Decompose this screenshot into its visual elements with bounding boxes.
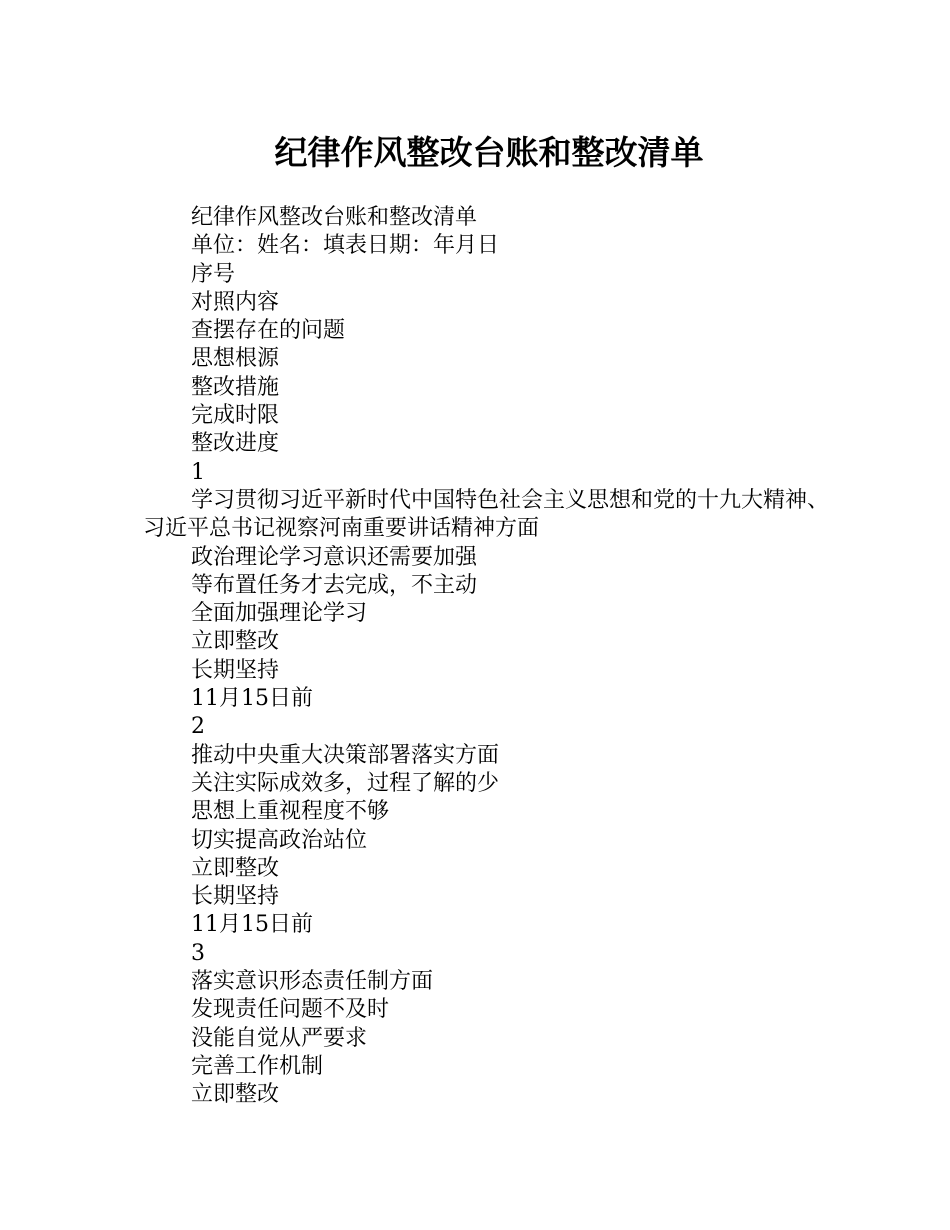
body-line: 长期坚持 [191, 884, 280, 910]
body-line: 政治理论学习意识还需要加强 [191, 544, 478, 570]
body-line: 纪律作风整改台账和整改清单 [191, 205, 478, 230]
body-line: 思想根源 [191, 346, 280, 372]
body-line: 学习贯彻习近平新时代中国特色社会主义思想和党的十九大精神、习近平总书记视察河南重要讲话精神方面 [143, 487, 830, 542]
body-line: 发现责任问题不及时 [191, 997, 390, 1023]
body-line: 落实意识形态责任制方面 [191, 969, 434, 995]
body-line: 推动中央重大决策部署落实方面 [191, 742, 500, 768]
body-line: 查摆存在的问题 [191, 318, 346, 344]
body-line: 思想上重视程度不够 [191, 799, 390, 825]
body-line: 整改进度 [191, 431, 280, 457]
body-line: 对照内容 [191, 289, 280, 315]
body-line: 完善工作机制 [191, 1053, 324, 1079]
body-line: 立即整改 [191, 855, 280, 881]
document-body [143, 204, 843, 1110]
body-line: 单位：姓名：填表日期：年月日 [191, 233, 500, 259]
body-line: 序号 [191, 261, 236, 287]
body-line: 长期坚持 [191, 657, 280, 683]
body-line: 没能自觉从严要求 [191, 1025, 368, 1051]
body-line: 2 [191, 714, 205, 740]
body-line: 1 [191, 459, 205, 485]
body-line: 整改措施 [191, 374, 280, 400]
body-line: 等布置任务才去完成，不主动 [191, 572, 478, 598]
document-title: 纪律作风整改台账和整改清单 [274, 133, 704, 172]
body-line: 立即整改 [191, 1082, 280, 1108]
body-line: 关注实际成效多，过程了解的少 [191, 770, 500, 796]
body-line: 完成时限 [191, 403, 280, 429]
body-line: 11月15日前 [191, 912, 313, 938]
body-line: 切实提高政治站位 [191, 827, 368, 853]
body-line: 3 [191, 940, 205, 966]
body-line: 立即整改 [191, 629, 280, 655]
body-line: 11月15日前 [191, 686, 313, 712]
body-line: 全面加强理论学习 [191, 601, 368, 627]
